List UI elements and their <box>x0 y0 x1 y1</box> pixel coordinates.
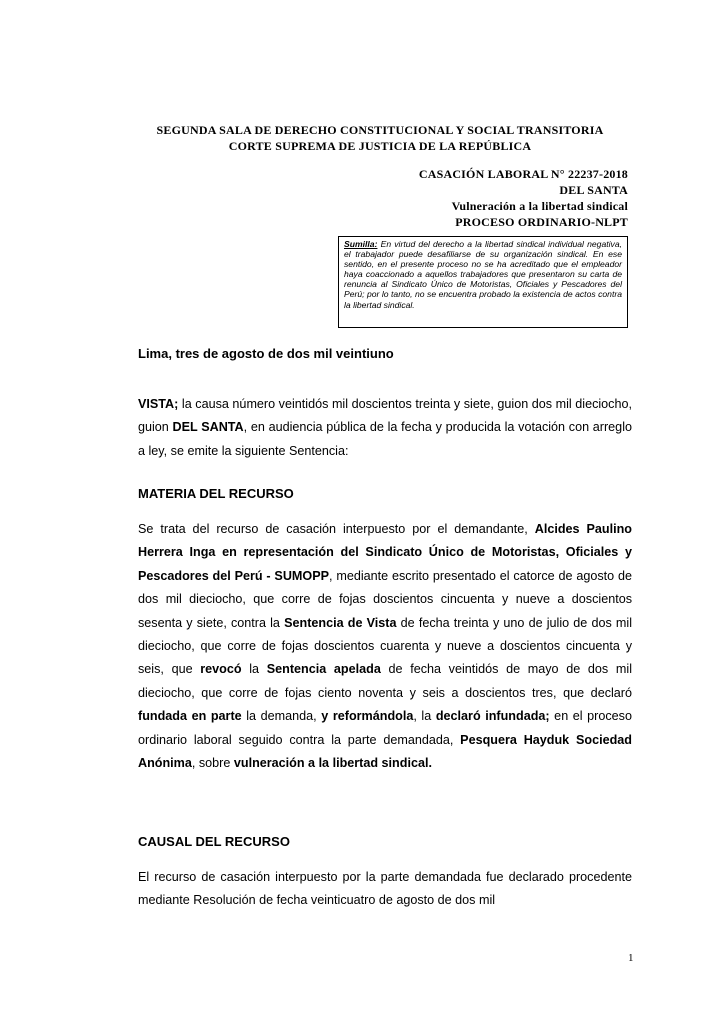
materia-text: la <box>241 662 267 677</box>
sumilla-box <box>338 236 628 328</box>
chamber-name: SEGUNDA SALA DE DERECHO CONSTITUCIONAL Y SOCIAL TRANSITORIA <box>156 123 604 137</box>
materia-bold: y reformándola <box>321 709 414 724</box>
materia-text: en el proceso ordinario laboral seguido contra la parte demandada, <box>138 709 632 747</box>
materia-text: , sobre <box>191 756 234 771</box>
materia-subject: vulneración a la libertad sindical. <box>233 756 432 771</box>
materia-bold: declaró infundada; <box>435 709 550 724</box>
materia-bold: Sentencia apelada <box>266 662 381 677</box>
page-number: 1 <box>628 952 634 964</box>
vista-text: la causa número veintidós mil doscientos treinta y siete, guion dos mil dieciocho, guion <box>138 397 632 435</box>
case-number: CASACIÓN LABORAL N° 22237-2018 <box>418 167 628 181</box>
materia-text: la demanda, <box>241 709 322 724</box>
materia-heading: MATERIA DEL RECURSO <box>138 486 294 501</box>
case-info-block <box>288 166 628 230</box>
materia-text: , mediante escrito presentado el catorce de agosto de dos mil dieciocho, que corre de fojas doscientos cincuenta y nueve a doscientos sesenta y siete, contra la <box>138 568 632 630</box>
case-process: PROCESO ORDINARIO-NLPT <box>455 215 628 229</box>
vista-text-end: , en audiencia pública de la fecha y producida la votación con arreglo a ley, se emite la siguiente Sentencia: <box>138 420 632 458</box>
sumilla-label: Sumilla: <box>344 239 378 249</box>
case-subject: Vulneración a la libertad sindical <box>451 199 628 213</box>
materia-text: de fecha treinta y uno de julio de dos mil dieciocho, que corre de fojas doscientos cuarenta y nueve a doscientos cincuenta y seis, que <box>138 615 633 677</box>
court-name: CORTE SUPREMA DE JUSTICIA DE LA REPÚBLICA <box>228 139 532 153</box>
sumilla-text: En virtud del derecho a la libertad sindical individual negativa, el trabajador puede desafiliarse de su organización sindical. En ese sentido, en el presente proceso no se ha acreditado que el empleador haya coaccionado a aquellos trabajadores que presentaron su carta de renuncia al Sindicato Único de Motoristas, Oficiales y Pescadores del Perú; por lo tanto, no se encuentra probado la existencia de actos contra la libertad sindical. <box>344 239 622 310</box>
case-district: DEL SANTA <box>559 183 628 197</box>
causal-paragraph: El recurso de casación interpuesto por la parte demandada fue declarado procedente mediante Resolución de fecha veinticuatro de agosto de dos mil <box>138 870 632 908</box>
materia-bold: Sentencia de Vista <box>284 615 397 630</box>
materia-defendant: Pesquera Hayduk Sociedad Anónima <box>138 732 632 771</box>
materia-text: Se trata del recurso de casación interpuesto por el demandante, <box>138 522 535 536</box>
vista-paragraph <box>138 393 632 463</box>
materia-plaintiff: Alcides Paulino Herrera Inga en representación del Sindicato Único de Motoristas, Oficiales y Pescadores del Perú - SUMOPP <box>138 522 632 583</box>
materia-text: , la <box>413 709 436 724</box>
causal-heading: CAUSAL DEL RECURSO <box>138 834 290 849</box>
date-line: Lima, tres de agosto de dos mil veintiuno <box>138 346 394 361</box>
materia-bold: revocó <box>200 662 242 677</box>
vista-label: VISTA; <box>138 397 179 411</box>
materia-bold: fundada en parte <box>138 709 242 724</box>
materia-text: de fecha veintidós de mayo de dos mil dieciocho, que corre de fojas ciento noventa y seis a doscientos tres, que declaró <box>138 662 632 700</box>
court-header <box>120 122 640 154</box>
vista-district: DEL SANTA <box>172 420 244 435</box>
materia-paragraph <box>138 518 632 775</box>
